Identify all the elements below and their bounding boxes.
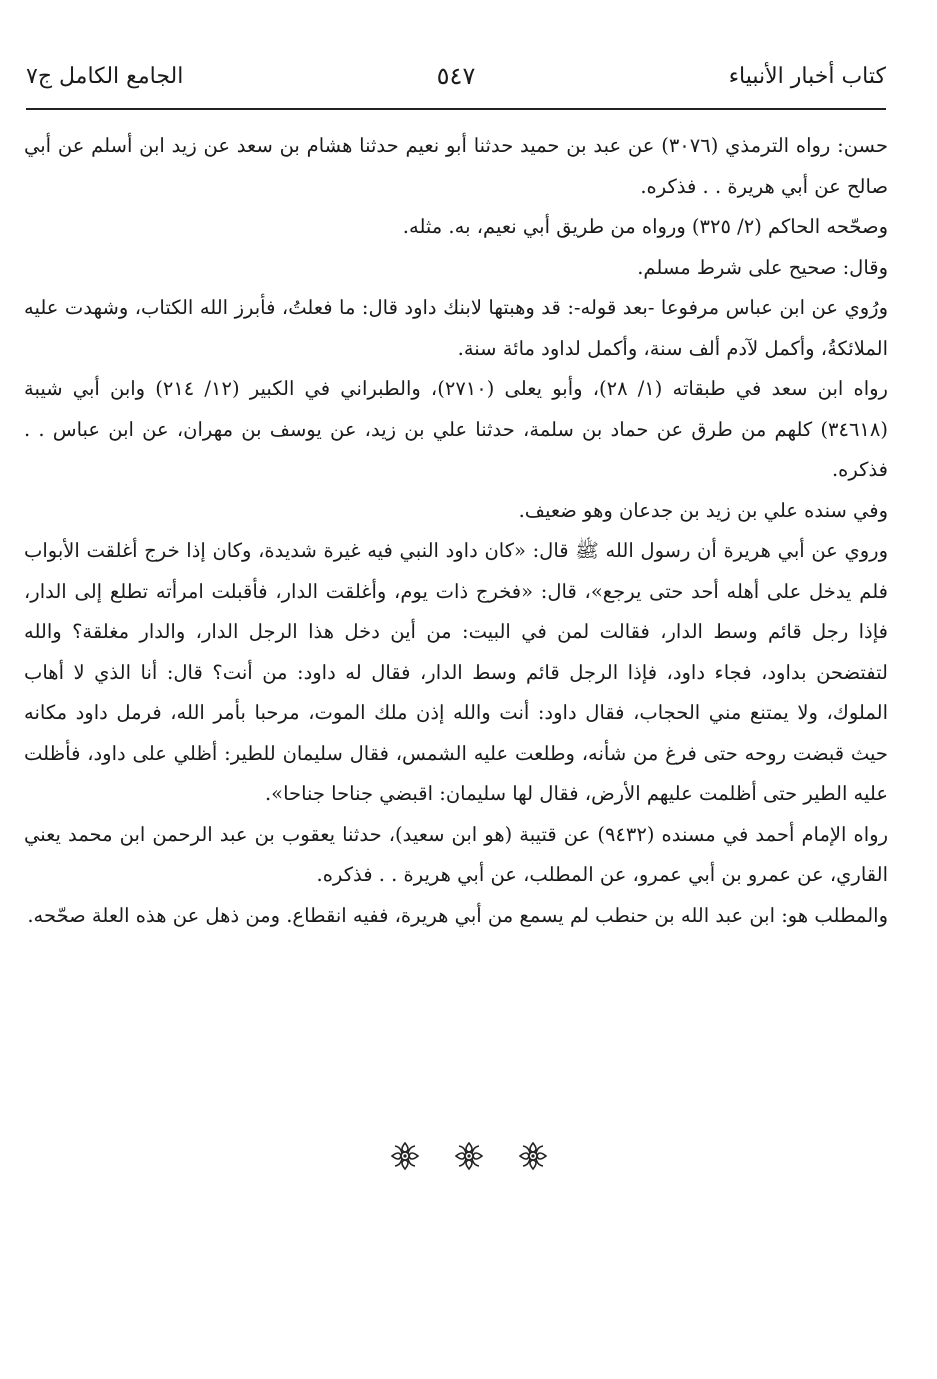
paragraph: رواه ابن سعد في طبقاته (١/ ٢٨)، وأبو يعلى (٢٧١٠)، والطبراني في الكبير (١٢/ ٢١٤) وابن أبي شيبة (٣٤٦١٨) كلهم من طرق عن حماد بن سلمة، حدثنا علي بن زيد، عن يوسف بن مهران، عن ابن عباس . . فذكره. (24, 377, 888, 481)
floral-ornament-icon (518, 1141, 548, 1171)
volume-title: الجامع الكامل ج٧ (26, 64, 184, 89)
paragraph: ورُوي عن ابن عباس مرفوعا -بعد قوله-: قد وهبتها لابنك داود قال: ما فعلتُ، فأبرز الله الكتاب، وشهدت عليه الملائكةُ، وأكمل لآدم ألف سنة، وأكمل لداود مائة سنة. (24, 296, 888, 360)
paragraph: وقال: صحيح على شرط مسلم. (637, 255, 888, 279)
header-divider (26, 108, 886, 110)
paragraph: وروي عن أبي هريرة أن رسول الله ﷺ قال: «كان داود النبي فيه غيرة شديدة، وكان إذا خرج أغلقت الأبواب فلم يدخل على أهله أحد حتى يرجع»، قال: «فخرج ذات يوم، وأغلقت الدار، فأقبلت امرأته تطلع إلى الدار، فإذا رجل قائم وسط الدار، فقالت لمن في البيت: من أين دخل هذا الرجل الدار، والدار مغلقة؟ والله لتفتضحن بداود، فجاء داود، فإذا الرجل قائم وسط الدار، فقال له داود: من أنت؟ قال: أنا الذي لا أهاب الملوك، ولا يمتنع مني الحجاب، فقال داود: أنت والله إذن ملك الموت، مرحبا بأمر الله، فرمل داود مكانه حيث قبضت روحه حتى فرغ من شأنه، وطلعت عليه الشمس، فقال سليمان للطير: أظلي على داود، فأظلت عليه الطير حتى أظلمت عليهم الأرض، فقال لها سليمان: اقبضي جناحا جناحا». (24, 539, 888, 805)
page-header (26, 62, 886, 102)
page-body (24, 126, 888, 936)
floral-ornament-icon (454, 1141, 484, 1171)
page-number: ٥٤٧ (436, 62, 476, 90)
book-section-title: كتاب أخبار الأنبياء (728, 64, 886, 89)
paragraph: رواه الإمام أحمد في مسنده (٩٤٣٢) عن قتيبة (هو ابن سعيد)، حدثنا يعقوب بن عبد الرحمن ابن محمد يعني القاري، عن عمرو بن أبي عمرو، عن المطلب، عن أبي هريرة . . فذكره. (24, 822, 888, 886)
floral-ornament-icon (390, 1141, 420, 1171)
paragraph: وصحّحه الحاكم (٢/ ٣٢٥) ورواه من طريق أبي نعيم، به. مثله. (402, 215, 888, 238)
paragraph: حسن: رواه الترمذي (٣٠٧٦) عن عبد بن حميد حدثنا أبو نعيم حدثنا هشام بن سعد عن زيد ابن أسلم عن أبي صالح عن أبي هريرة . . فذكره. (24, 134, 888, 198)
end-ornament (390, 1141, 548, 1171)
paragraph: والمطلب هو: ابن عبد الله بن حنطب لم يسمع من أبي هريرة، ففيه انقطاع. ومن ذهل عن هذه العلة صحّحه. (27, 903, 888, 927)
paragraph: وفي سنده علي بن زيد بن جدعان وهو ضعيف. (518, 498, 888, 522)
